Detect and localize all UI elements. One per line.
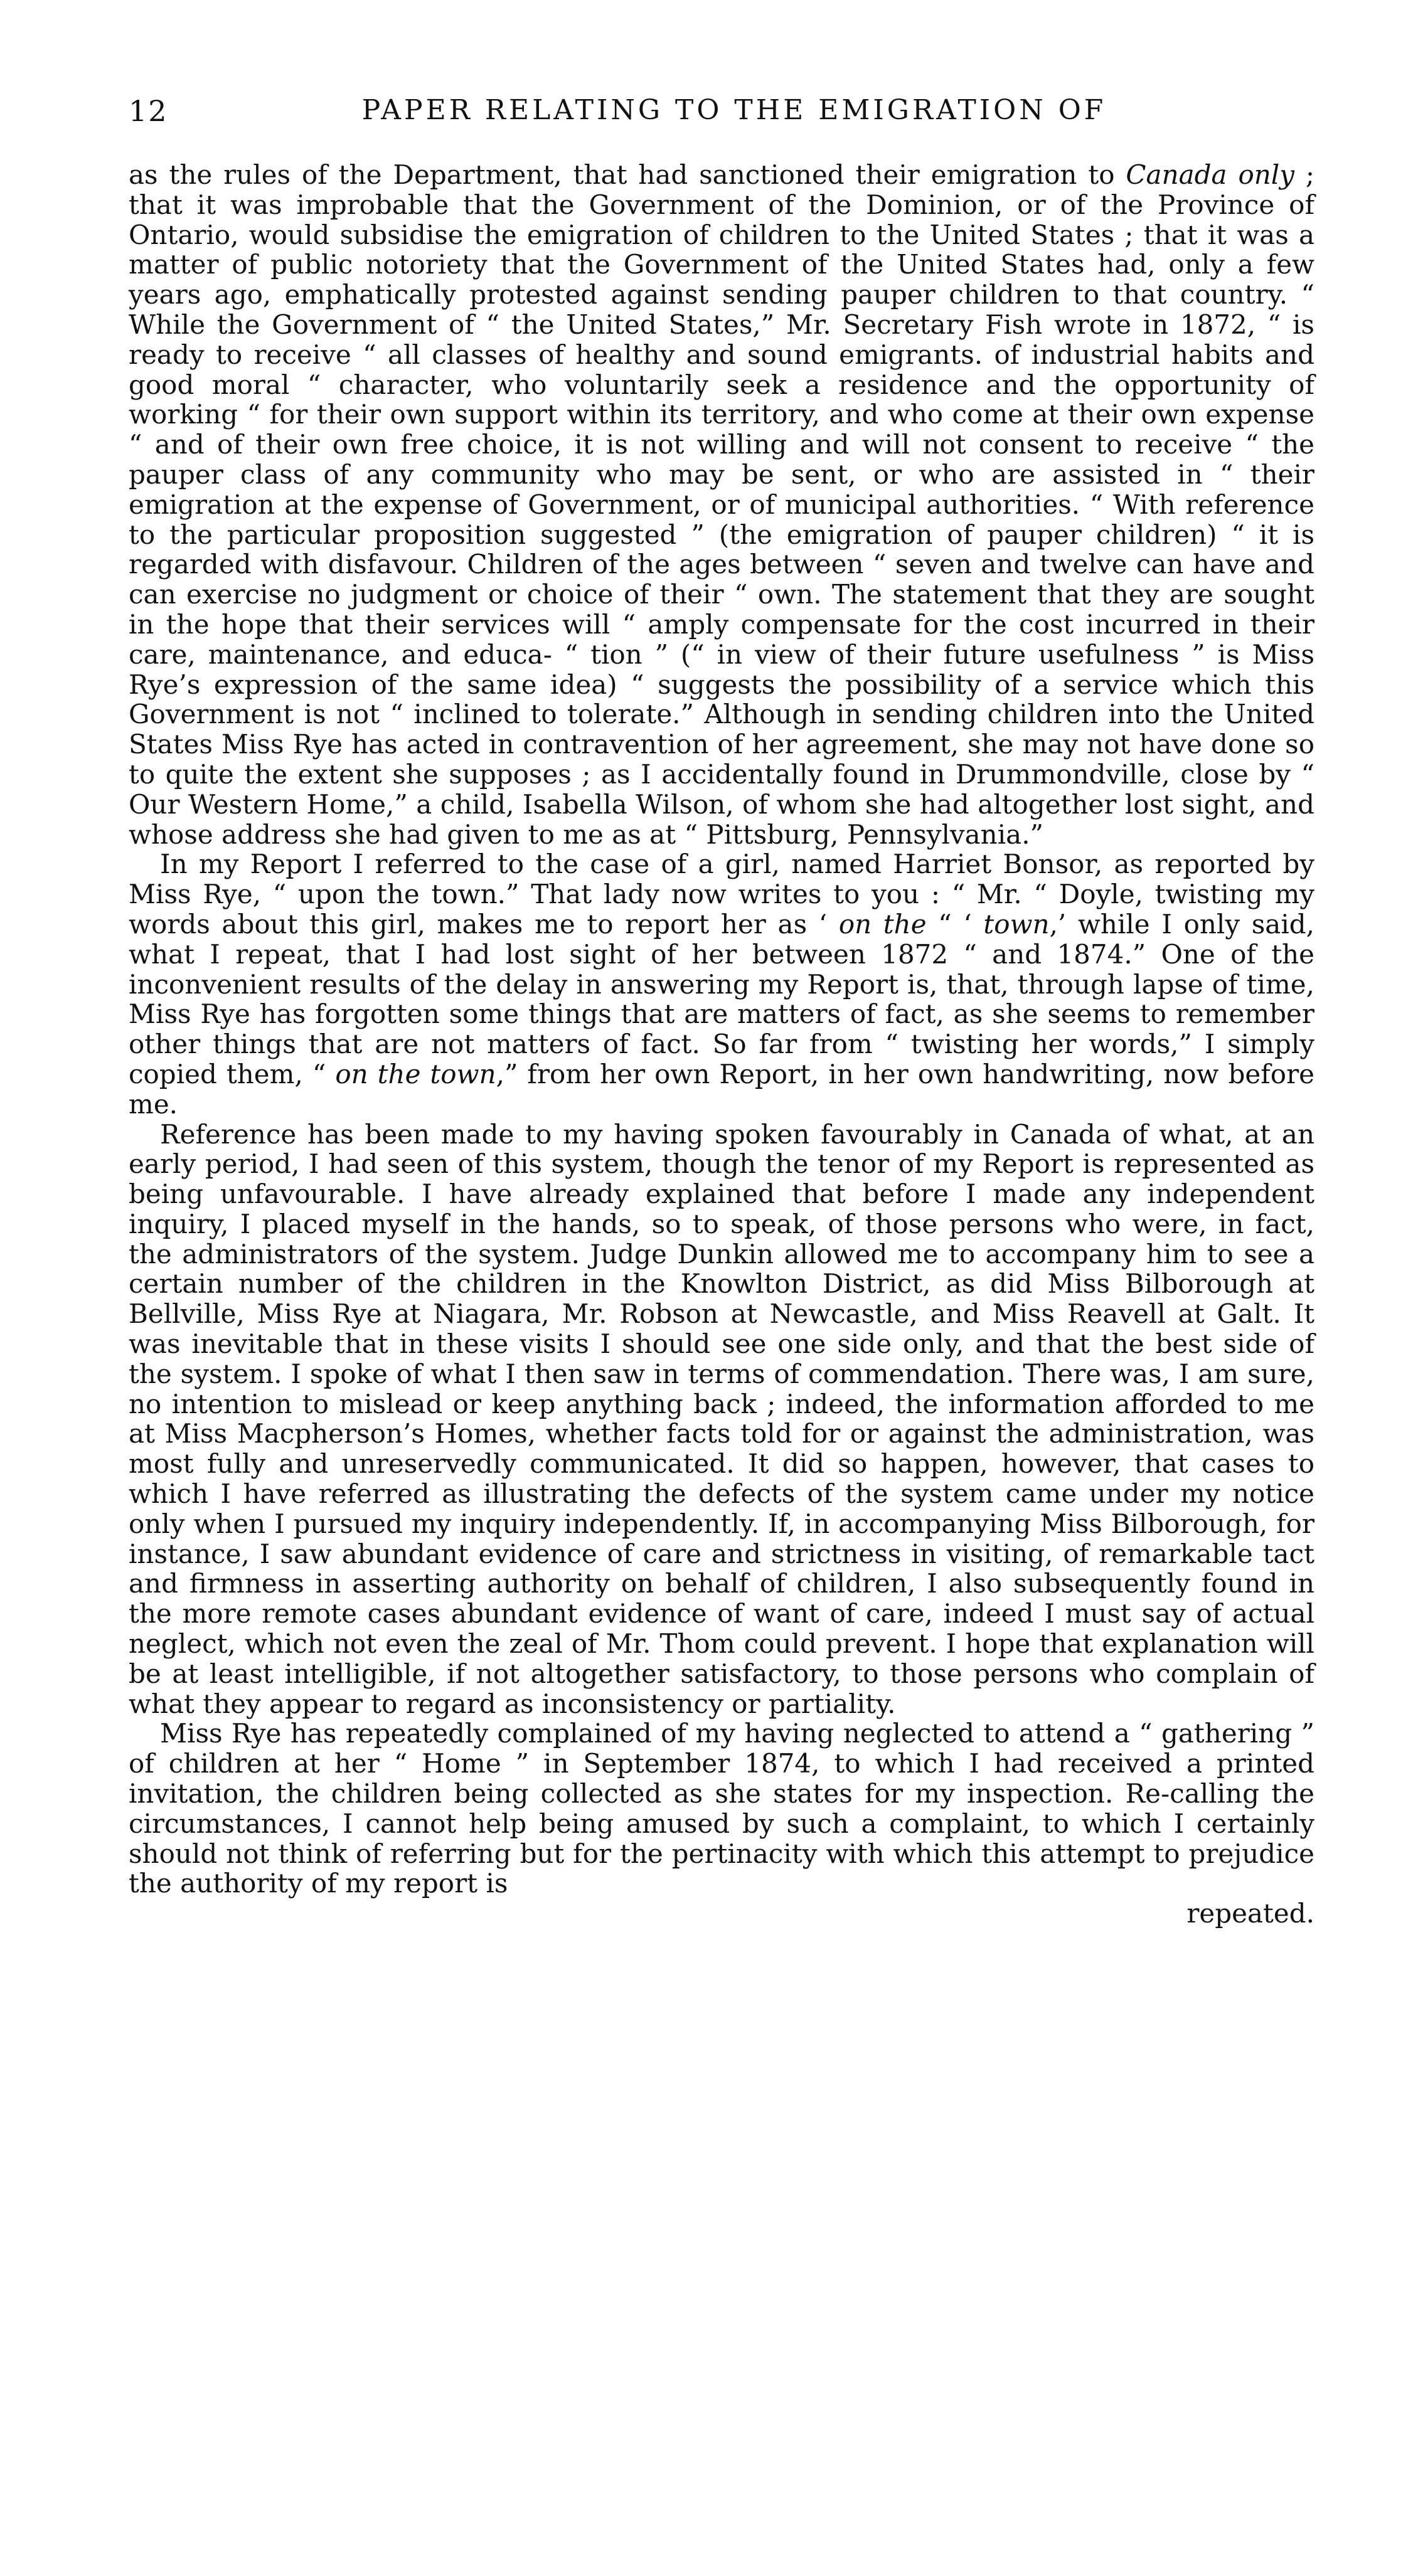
running-title: PAPER RELATING TO THE EMIGRATION OF: [361, 94, 1107, 126]
page-number: 12: [129, 94, 168, 128]
text-run: ,’ while I only said, what I repeat, that I had lost sight of her between 1872 “ and 1874.” One of the inconvenient results of the delay in answering my Report is, that, through lapse of time, Miss Rye has forgotten some things that are matters of fact, as she seems to remember other things that are not matters of fact. So far from “ twisting her words,” I simply copied them, “: [129, 908, 1314, 1089]
text-run: In my Report I referred to the case of a girl, named Harriet Bonsor, as reported by Miss Rye, “ upon the town.” That lady now writes to you : “ Mr. “ Doyle, twisting my words about this girl, makes me to report her as ‘: [129, 849, 1314, 940]
text-run: Miss Rye has repeatedly complained of my having neglected to attend a “ gathering ” of children at her “ Home ” in September 1874, to which I had received a printed invitation, the children being collected as she states for my inspection. Re-calling the circumstances, I cannot help being amused by such a complaint, to which I certainly should not think of referring but for the pertinacity with which this attempt to prejudice the authority of my report is: [129, 1718, 1314, 1899]
text-run: ,” from her own Report, in her own handwriting, now before me.: [129, 1058, 1315, 1120]
text-run: Reference has been made to my having spoken favourably in Canada of what, at an early period, I had seen of this system, though the tenor of my Report is represented as being unfavourable. I have already explained that before I made any independent inquiry, I placed myself in the hands, so to speak, of those persons who were, in fact, the administrators of the system. Judge Dunkin allowed me to accompany him to see a certain number of the children in the Knowlton District, as did Miss Bilborough at Bellville, Miss Rye at Niagara, Mr. Robson at Newcastle, and Miss Reavell at Galt. It was inevitable that in these visits I should see one side only, and that the best side of the system. I spoke of what I then saw in terms of commendation. There was, I am sure, no intention to mislead or keep anything back ; indeed, the information afforded to me at Miss Macpherson’s Homes, whether facts told for or against the administration, was most fully and unreservedly communicated. It did so happen, however, that cases to which I have referred as illustrating the defects of the system came under my notice only when I pursued my inquiry independently. If, in accompanying Miss Bilborough, for instance, I saw abundant evidence of care and strictness in visiting, of remarkable tact and firmness in asserting authority on behalf of children, I also subsequently found in the more remote cases abundant evidence of want of care, indeed I must say of actual neglect, which not even the zeal of Mr. Thom could prevent. I hope that explanation will be at least intelligible, if not altogether satisfactory, to those persons who complain of what they appear to regard as inconsistency or partiality.: [129, 1118, 1314, 1719]
document-page: [129, 94, 1314, 1929]
paragraph: [129, 1120, 1314, 1719]
paragraph: [129, 160, 1314, 849]
closing-word: repeated.: [1186, 1898, 1314, 1929]
page-header: [129, 94, 1314, 132]
text-run: ; that it was improbable that the Government of the Dominion, or of the Province of Ontario, would subsidise the emigration of children to the United States ; that it was a matter of public notoriety that the Government of the United States had, only a few years ago, emphatically protested against sending pauper children to that country. “ While the Government of “ the United States,” Mr. Secretary Fish wrote in 1872, “ is ready to receive “ all classes of healthy and sound emigrants. of industrial habits and good moral “ character, who voluntarily seek a residence and the opportunity of working “ for their own support within its territory, and who come at their own expense “ and of their own free choice, it is not willing and will not consent to receive “ the pauper class of any community who may be sent, or who are assisted in “ their emigration at the expense of Government, or of municipal authorities. “ With reference to the particular proposition suggested ” (the emigration of pauper children) “ it is regarded with disfavour. Children of the ages between “ seven and twelve can have and can exercise no judgment or choice of their “ own. The statement that they are sought in the hope that their services will “ amply compensate for the cost incurred in their care, maintenance, and educa- “ tion ” (“ in view of their future usefulness ” is Miss Rye’s expression of the same idea) “ suggests the possibility of a service which this Government is not “ inclined to tolerate.” Although in sending children into the United States Miss Rye has acted in contravention of her agreement, she may not have done so to quite the extent she supposes ; as I accidentally found in Drummondville, close by “ Our Western Home,” a child, Isabella Wilson, of whom she had altogether lost sight, and whose address she had given to me as at “ Pittsburg, Pennsylvania.”: [129, 159, 1314, 850]
body-text: [129, 160, 1314, 1899]
text-run: as the rules of the Department, that had sanctioned their emigration to: [129, 159, 1126, 190]
italic-text: Canada only: [1126, 159, 1294, 190]
paragraph: [129, 849, 1314, 1119]
paragraph: [129, 1719, 1314, 1899]
italic-text: on the town: [335, 1058, 496, 1089]
text-run: “ ‘: [926, 908, 984, 940]
italic-text: town: [983, 908, 1050, 940]
italic-text: on the: [838, 908, 927, 940]
